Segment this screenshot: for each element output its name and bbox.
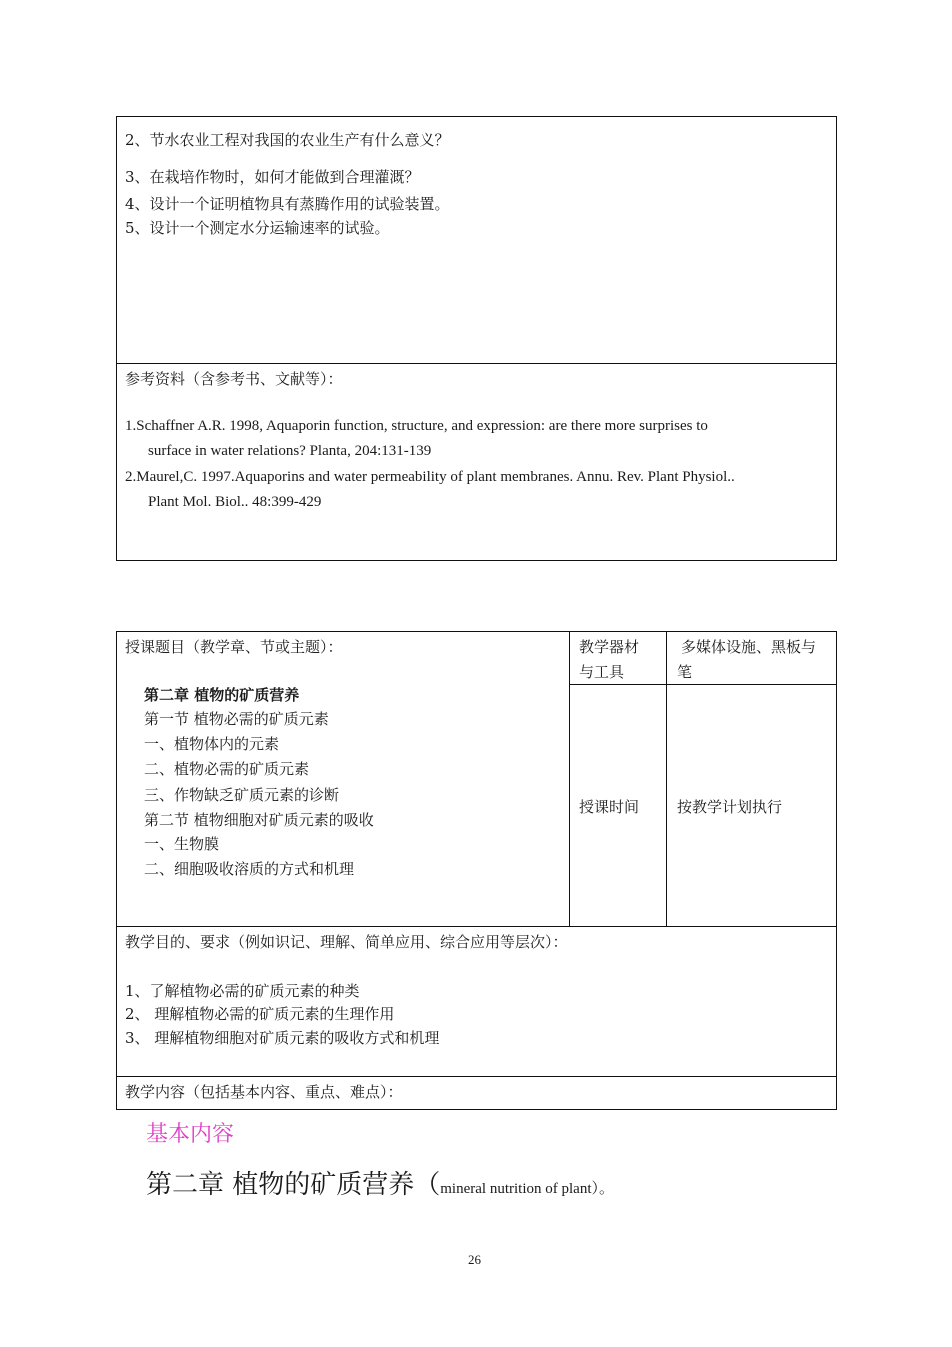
outline-item: 第一节 植物必需的矿质元素 <box>144 710 329 728</box>
outline-item: 二、细胞吸收溶质的方式和机理 <box>144 860 355 878</box>
goal-item: 1、了解植物必需的矿质元素的种类 <box>125 982 360 1000</box>
outline-item: 一、生物膜 <box>144 835 220 853</box>
chapter-heading-cn: 第二章 植物的矿质营养（ <box>146 1170 441 1200</box>
goal-item: 2、 理解植物必需的矿质元素的生理作用 <box>125 1005 395 1023</box>
outline-item: 第二节 植物细胞对矿质元素的吸收 <box>144 811 374 829</box>
tools-label: 与工具 <box>579 663 625 681</box>
table2-row-divider <box>116 926 837 927</box>
chapter-title: 第二章 植物的矿质营养 <box>144 686 300 704</box>
chapter-heading-en: mineral nutrition of plant <box>440 1181 592 1197</box>
tools-label: 教学器材 <box>579 638 640 656</box>
reference-line: 1.Schaffner A.R. 1998, Aquaporin function, structure, and expression: are there more surprises to <box>125 418 708 434</box>
chapter-heading-close: ）。 <box>591 1179 614 1197</box>
outline-item: 三、作物缺乏矿质元素的诊断 <box>144 786 340 804</box>
outline-item: 一、植物体内的元素 <box>144 735 280 753</box>
table1-divider <box>116 363 837 364</box>
outline-item: 二、植物必需的矿质元素 <box>144 760 310 778</box>
question-item: 5、设计一个测定水分运输速率的试验。 <box>125 219 390 237</box>
question-item: 2、节水农业工程对我国的农业生产有什么意义？ <box>125 131 450 149</box>
page-number: 26 <box>468 1252 481 1267</box>
reference-line: surface in water relations? Planta, 204:131-139 <box>148 443 432 459</box>
reference-line: 2.Maurel,C. 1997.Aquaporins and water permeability of plant membranes. Annu. Rev. Plant Physiol.. <box>125 469 735 485</box>
tools-value: 笔 <box>677 663 693 681</box>
chapter-heading <box>146 1168 614 1206</box>
time-value: 按教学计划执行 <box>677 798 783 816</box>
time-label: 授课时间 <box>579 798 640 816</box>
table2-col-divider <box>569 631 570 927</box>
table2-row-divider <box>116 1076 837 1077</box>
topic-heading: 授课题目（教学章、节或主题）： <box>125 638 343 656</box>
references-heading: 参考资料（含参考书、文献等）： <box>125 370 343 388</box>
reference-line: Plant Mol. Biol.. 48:399-429 <box>148 494 322 510</box>
goal-item: 3、 理解植物细胞对矿质元素的吸收方式和机理 <box>125 1029 440 1047</box>
question-item: 3、在栽培作物时，如何才能做到合理灌溉？ <box>125 168 420 186</box>
content-heading: 教学内容（包括基本内容、重点、难点）： <box>125 1083 403 1101</box>
tools-value: 多媒体设施、黑板与 <box>681 638 817 656</box>
goals-heading: 教学目的、要求（例如识记、理解、简单应用、综合应用等层次）： <box>125 933 568 951</box>
table2-col-divider <box>666 631 667 927</box>
question-item: 4、设计一个证明植物具有蒸腾作用的试验装置。 <box>125 195 450 213</box>
section-label: 基本内容 <box>146 1122 235 1147</box>
table2-row-divider <box>569 684 837 685</box>
